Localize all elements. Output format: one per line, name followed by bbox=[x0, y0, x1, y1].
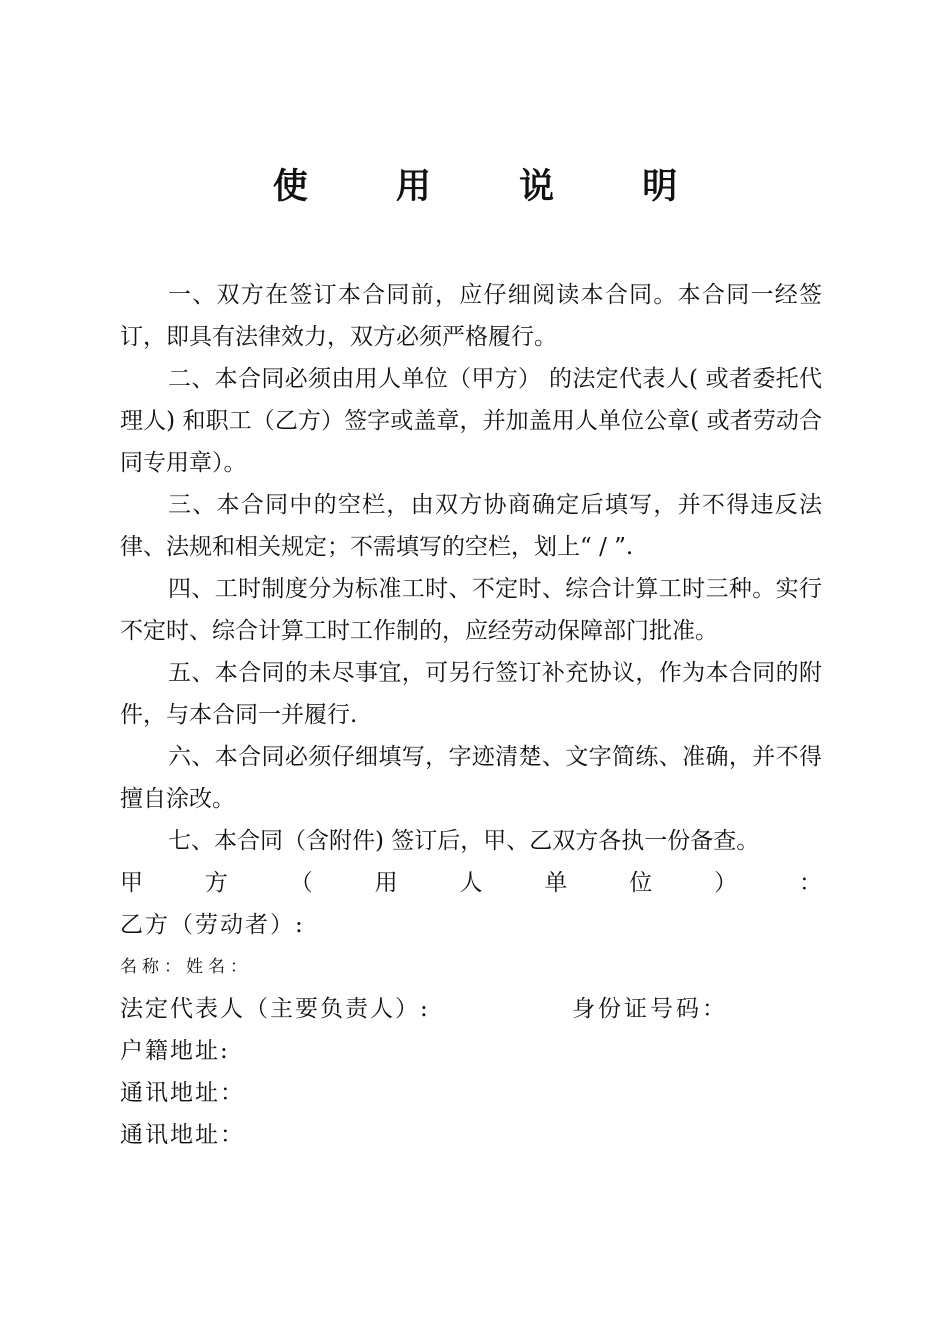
party-a-char: ） bbox=[714, 870, 738, 896]
instruction-item-5: 五、本合同的未尽事宜，可另行签订补充协议，作为本合同的附件，与本合同一并履行. bbox=[120, 660, 822, 728]
legal-rep-label: 法定代表人（主要负责人）: bbox=[120, 996, 430, 1022]
instruction-item-2: 二、本合同必须由用人单位（甲方） 的法定代表人( 或者委托代理人) 和职工（乙方）签字或盖章，并加盖用人单位公章( 或者劳动合同专用章）。 bbox=[120, 366, 822, 476]
instruction-item-6: 六、本合同必须仔细填写，字迹清楚、文字简练、准确，并不得擅自涂改。 bbox=[120, 744, 822, 812]
instruction-item-3: 三、本合同中的空栏，由双方协商确定后填写，并不得违反法律、法规和相关规定；不需填写的空栏，划上“ / ”. bbox=[120, 492, 822, 560]
instruction-item-1: 一、双方在签订本合同前，应仔细阅读本合同。本合同一经签订，即具有法律效力，双方必须严格履行。 bbox=[120, 282, 822, 350]
mail-address-label-repeat: 通讯地址： bbox=[120, 1122, 245, 1148]
party-a-char: 用 bbox=[374, 870, 398, 896]
party-a-char: 人 bbox=[459, 870, 483, 896]
party-a-char: （ bbox=[289, 870, 313, 896]
instructions-body bbox=[120, 274, 822, 1156]
id-number-label: 身份证号码： bbox=[572, 996, 728, 1022]
party-a-char: 方 bbox=[204, 870, 228, 896]
name-label: 名称：姓名： bbox=[120, 957, 252, 977]
party-a-char: ： bbox=[799, 870, 822, 896]
party-b-label: 乙方（劳动者）: bbox=[120, 912, 305, 938]
party-a-label bbox=[120, 862, 822, 904]
instruction-item-7: 七、本合同（含附件) 签订后，甲、乙双方各执一份备查。 bbox=[168, 828, 760, 854]
legal-rep-row bbox=[120, 988, 822, 1030]
party-a-char: 位 bbox=[629, 870, 653, 896]
party-a-char: 单 bbox=[544, 870, 568, 896]
instruction-item-4: 四、工时制度分为标准工时、不定时、综合计算工时三种。实行不定时、综合计算工时工作制的，应经劳动保障部门批准。 bbox=[120, 576, 822, 644]
household-address-label: 户籍地址: bbox=[120, 1038, 230, 1064]
mail-address-label: 通讯地址： bbox=[120, 1080, 245, 1106]
page-title: 使 用 说 明 bbox=[272, 166, 716, 207]
party-a-char: 甲 bbox=[120, 870, 143, 896]
